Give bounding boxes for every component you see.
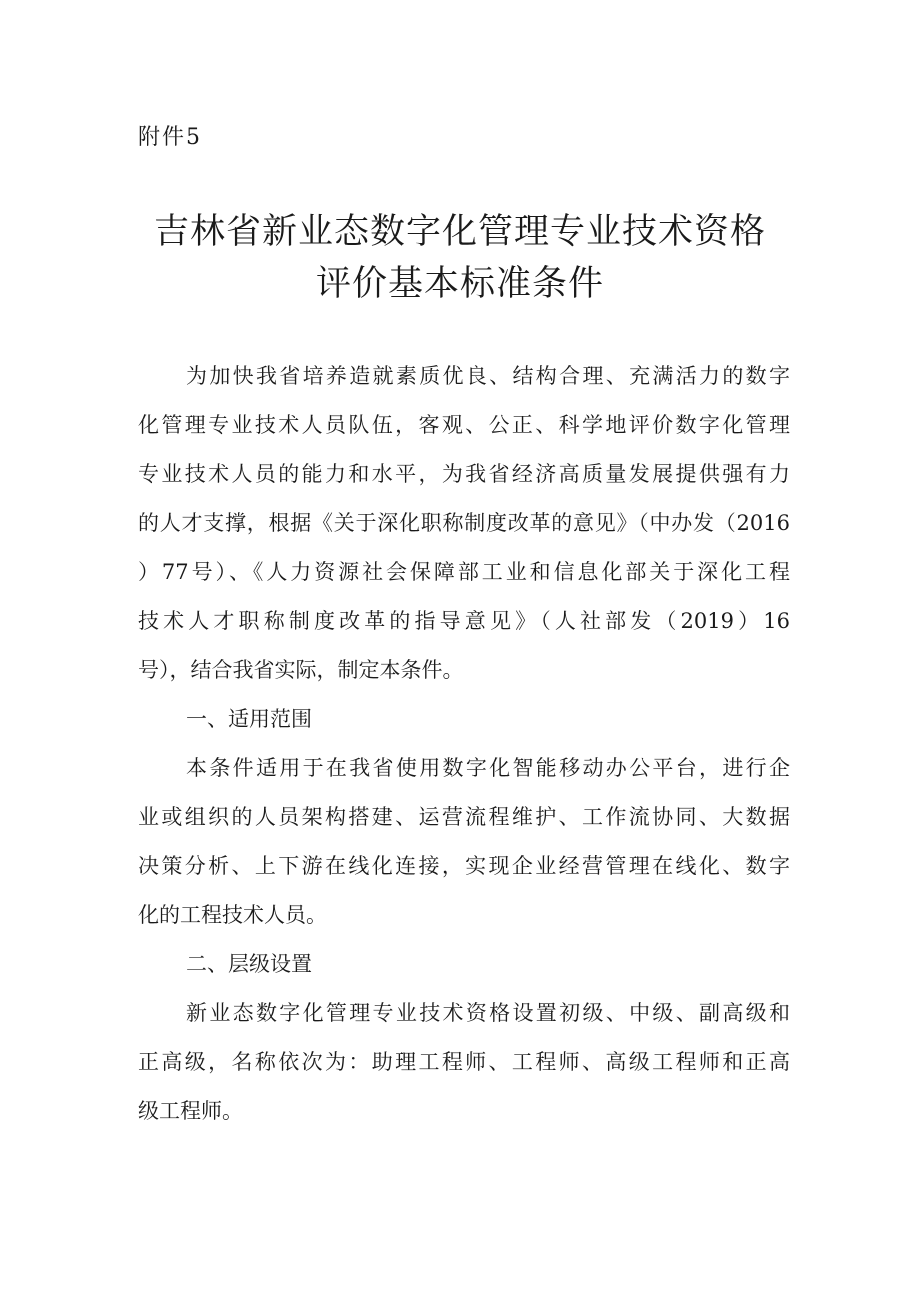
levels-line-2: 正高级，名称依次为：助理工程师、工程师、高级工程师和正高: [138, 1050, 790, 1074]
intro-line-2: 化管理专业技术人员队伍，客观、公正、科学地评价数字化管理: [138, 413, 790, 437]
intro-line-6: 技术人才职称制度改革的指导意见》（人社部发（2019）16: [138, 609, 790, 633]
scope-line-4: 化的工程技术人员。: [138, 903, 327, 927]
section-heading-scope: 一、适用范围: [186, 707, 312, 731]
scope-line-1: 本条件适用于在我省使用数字化智能移动办公平台，进行企: [186, 756, 790, 780]
scope-line-3: 决策分析、上下游在线化连接，实现企业经营管理在线化、数字: [138, 854, 790, 878]
intro-line-5: ）77号）、《人力资源社会保障部工业和信息化部关于深化工程: [138, 560, 790, 584]
scope-line-2: 业或组织的人员架构搭建、运营流程维护、工作流协同、大数据: [138, 805, 790, 829]
attachment-label: 附件5: [138, 125, 202, 150]
intro-line-4: 的人才支撑，根据《关于深化职称制度改革的意见》（中办发（2016: [138, 511, 790, 535]
levels-line-3: 级工程师。: [138, 1099, 243, 1123]
levels-line-1: 新业态数字化管理专业技术资格设置初级、中级、副高级和: [186, 1001, 790, 1025]
intro-line-3: 专业技术人员的能力和水平，为我省经济高质量发展提供强有力: [138, 462, 790, 486]
intro-line-1: 为加快我省培养造就素质优良、结构合理、充满活力的数字: [186, 364, 790, 388]
intro-line-7: 号），结合我省实际，制定本条件。: [138, 658, 464, 682]
document-title-line-2: 评价基本标准条件: [315, 264, 604, 304]
section-heading-levels: 二、层级设置: [186, 952, 312, 976]
document-title-line-1: 吉林省新业态数字化管理专业技术资格: [153, 212, 766, 252]
